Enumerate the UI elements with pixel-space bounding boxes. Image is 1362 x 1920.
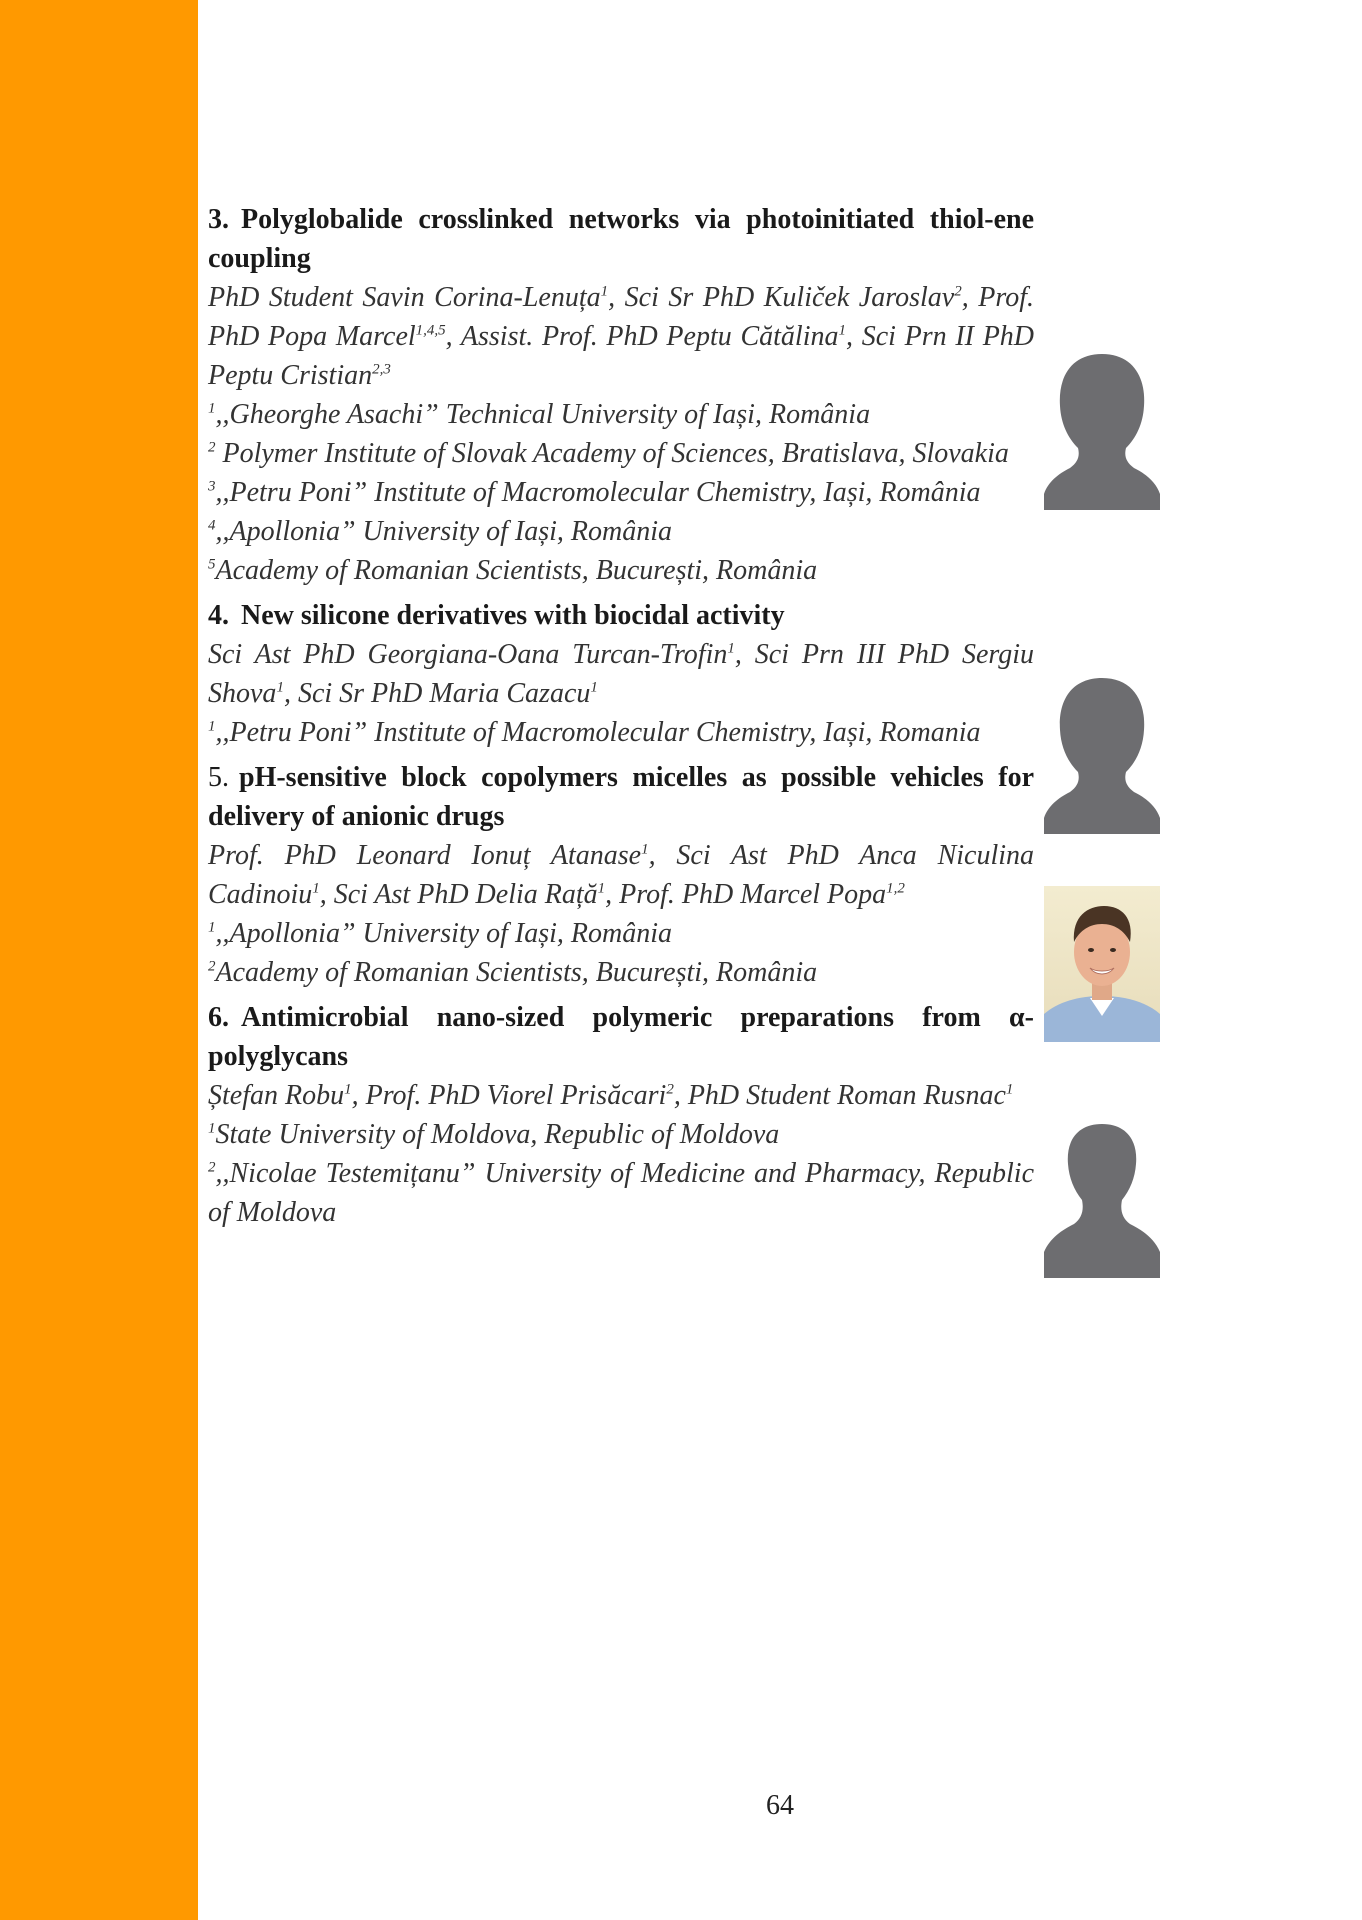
author-sep: ,: [845, 321, 862, 352]
orange-sidebar: [0, 0, 198, 1920]
author-name: Sci Sr PhD Kuliček Jaroslav: [624, 282, 955, 313]
page-number: 64: [766, 1790, 794, 1821]
entry-title-text: New silicone derivatives with biocidal activity: [241, 600, 785, 631]
author-name: Assist. Prof. PhD Peptu Cătălina: [460, 321, 839, 352]
affiliation-text: Academy of Romanian Scientists, București, România: [215, 555, 818, 586]
author-sup: 1: [838, 322, 846, 339]
entry-authors: [208, 278, 1034, 395]
author-sup: 2,3: [372, 361, 391, 378]
author-name: Ștefan Robu: [208, 1080, 345, 1111]
entry-authors: [208, 635, 1034, 713]
affiliation: [208, 512, 1034, 551]
author-sup: 1: [600, 283, 609, 300]
affiliation: [208, 1154, 1034, 1232]
person-silhouette-female-icon: [1044, 678, 1160, 834]
entry-title: [208, 200, 1034, 278]
affiliation-text: State University of Moldova, Republic of Moldova: [215, 1119, 780, 1150]
author-name: Prof. PhD Viorel Prisăcari: [365, 1080, 667, 1111]
author-sup: 1: [312, 880, 320, 897]
affiliation-sup: 5: [208, 556, 216, 573]
author-sep: ,: [673, 1080, 688, 1111]
author-sup: 1: [590, 679, 598, 696]
author-name: Prof. PhD Popa Marcel: [208, 282, 1034, 352]
entry-title-text: Polyglobalide crosslinked networks via photoinitiated thiol-ene coupling: [208, 204, 1034, 274]
affiliation-text: ,,Nicolae Testemițanu” University of Medicine and Pharmacy, Republic of Moldova: [208, 1158, 1034, 1228]
affiliation-sup: 3: [208, 478, 216, 495]
author-sup: 1,4,5: [415, 322, 446, 339]
author-sep: ,: [734, 639, 755, 670]
author-name: Prof. PhD Leonard Ionuț Atanase: [208, 840, 642, 871]
author-name: PhD Student Savin Corina-Lenuța: [208, 282, 601, 313]
entry-6: [208, 998, 1034, 1232]
author-sup: 2: [666, 1081, 674, 1098]
entry-authors: [208, 1076, 1034, 1115]
entry-title: [208, 596, 1034, 635]
entry-affiliations: [208, 713, 1034, 752]
affiliation: [208, 434, 1034, 473]
entry-authors: [208, 836, 1034, 914]
author-sup: 1: [1005, 1081, 1014, 1098]
affiliation: [208, 914, 1034, 953]
affiliation: [208, 395, 1034, 434]
author-name: Sci Sr PhD Maria Cazacu: [297, 678, 591, 709]
entry-3: [208, 200, 1034, 590]
entry-title: [208, 758, 1034, 836]
author-sup: 1,2: [886, 880, 905, 897]
affiliation: [208, 1115, 1034, 1154]
entry-affiliations: [208, 1115, 1034, 1232]
affiliation-sup: 1: [208, 400, 216, 417]
author-name: Sci Ast PhD Georgiana-Oana Turcan-Trofin: [208, 639, 728, 670]
entry-title-text: pH-sensitive block copolymers micelles as possible vehicles for delivery of anionic drugs: [208, 762, 1034, 832]
entry-title: [208, 998, 1034, 1076]
author-name: Prof. PhD Marcel Popa: [619, 879, 887, 910]
author-sep: ,: [961, 282, 979, 313]
author-sep: ,: [608, 282, 625, 313]
affiliation-sup: 2: [208, 1159, 216, 1176]
author-name: PhD Student Roman Rusnac: [687, 1080, 1006, 1111]
affiliation-sup: 1: [208, 1120, 216, 1137]
affiliation-sup: 2: [208, 958, 216, 975]
author-sup: 2: [954, 283, 962, 300]
author-name: Sci Prn II PhD Peptu Cristian: [208, 321, 1035, 391]
entry-number: 5.: [208, 762, 229, 793]
author-name: Sci Ast PhD Anca Niculina Cadinoiu: [208, 840, 1035, 910]
person-silhouette-female-icon: [1044, 354, 1160, 510]
author-sep: ,: [605, 879, 620, 910]
affiliation-text: Academy of Romanian Scientists, București, România: [215, 957, 818, 988]
author-sup: 1: [727, 640, 735, 657]
affiliation: [208, 953, 1034, 992]
affiliation-text: ,,Gheorghe Asachi” Technical University of Iași, România: [215, 399, 871, 430]
person-silhouette-male-icon: [1044, 1122, 1160, 1278]
author-sep: ,: [648, 840, 677, 871]
affiliation-text: ,,Apollonia” University of Iași, România: [215, 918, 673, 949]
author-sep: ,: [283, 678, 298, 709]
abstract-list: [208, 200, 1034, 1232]
author-name: Sci Prn III PhD Sergiu Shova: [208, 639, 1035, 709]
author-sup: 1: [641, 841, 649, 858]
affiliation: [208, 713, 1034, 752]
affiliation-sup: 4: [208, 517, 216, 534]
affiliation-sup: 1: [208, 718, 216, 735]
affiliation: [208, 551, 1034, 590]
entry-affiliations: [208, 395, 1034, 590]
affiliation-sup: 2: [208, 439, 216, 456]
entry-number: 3.: [208, 204, 229, 235]
entry-number: 4.: [208, 600, 229, 631]
affiliation-text: Polymer Institute of Slovak Academy of Sciences, Bratislava, Slovakia: [215, 438, 1009, 469]
author-sup: 1: [344, 1081, 352, 1098]
affiliation-text: ,,Apollonia” University of Iași, România: [215, 516, 673, 547]
author-sep: ,: [351, 1080, 366, 1111]
affiliation-text: ,,Petru Poni” Institute of Macromolecular Chemistry, Iași, Romania: [215, 717, 981, 748]
author-name: Sci Ast PhD Delia Rață: [333, 879, 598, 910]
entry-affiliations: [208, 914, 1034, 992]
author-sup: 1: [276, 679, 284, 696]
author-sup: 1: [597, 880, 606, 897]
author-sep: ,: [445, 321, 461, 352]
affiliation-text: ,,Petru Poni” Institute of Macromolecular Chemistry, Iași, România: [215, 477, 981, 508]
portrait-photo-man-icon: [1044, 886, 1160, 1042]
entry-title-text: Antimicrobial nano-sized polymeric preparations from α-polyglycans: [208, 1002, 1034, 1072]
entry-4: [208, 596, 1034, 752]
affiliation: [208, 473, 1034, 512]
affiliation-sup: 1: [208, 919, 216, 936]
entry-number: 6.: [208, 1002, 229, 1033]
author-sep: ,: [319, 879, 334, 910]
entry-5: [208, 758, 1034, 992]
